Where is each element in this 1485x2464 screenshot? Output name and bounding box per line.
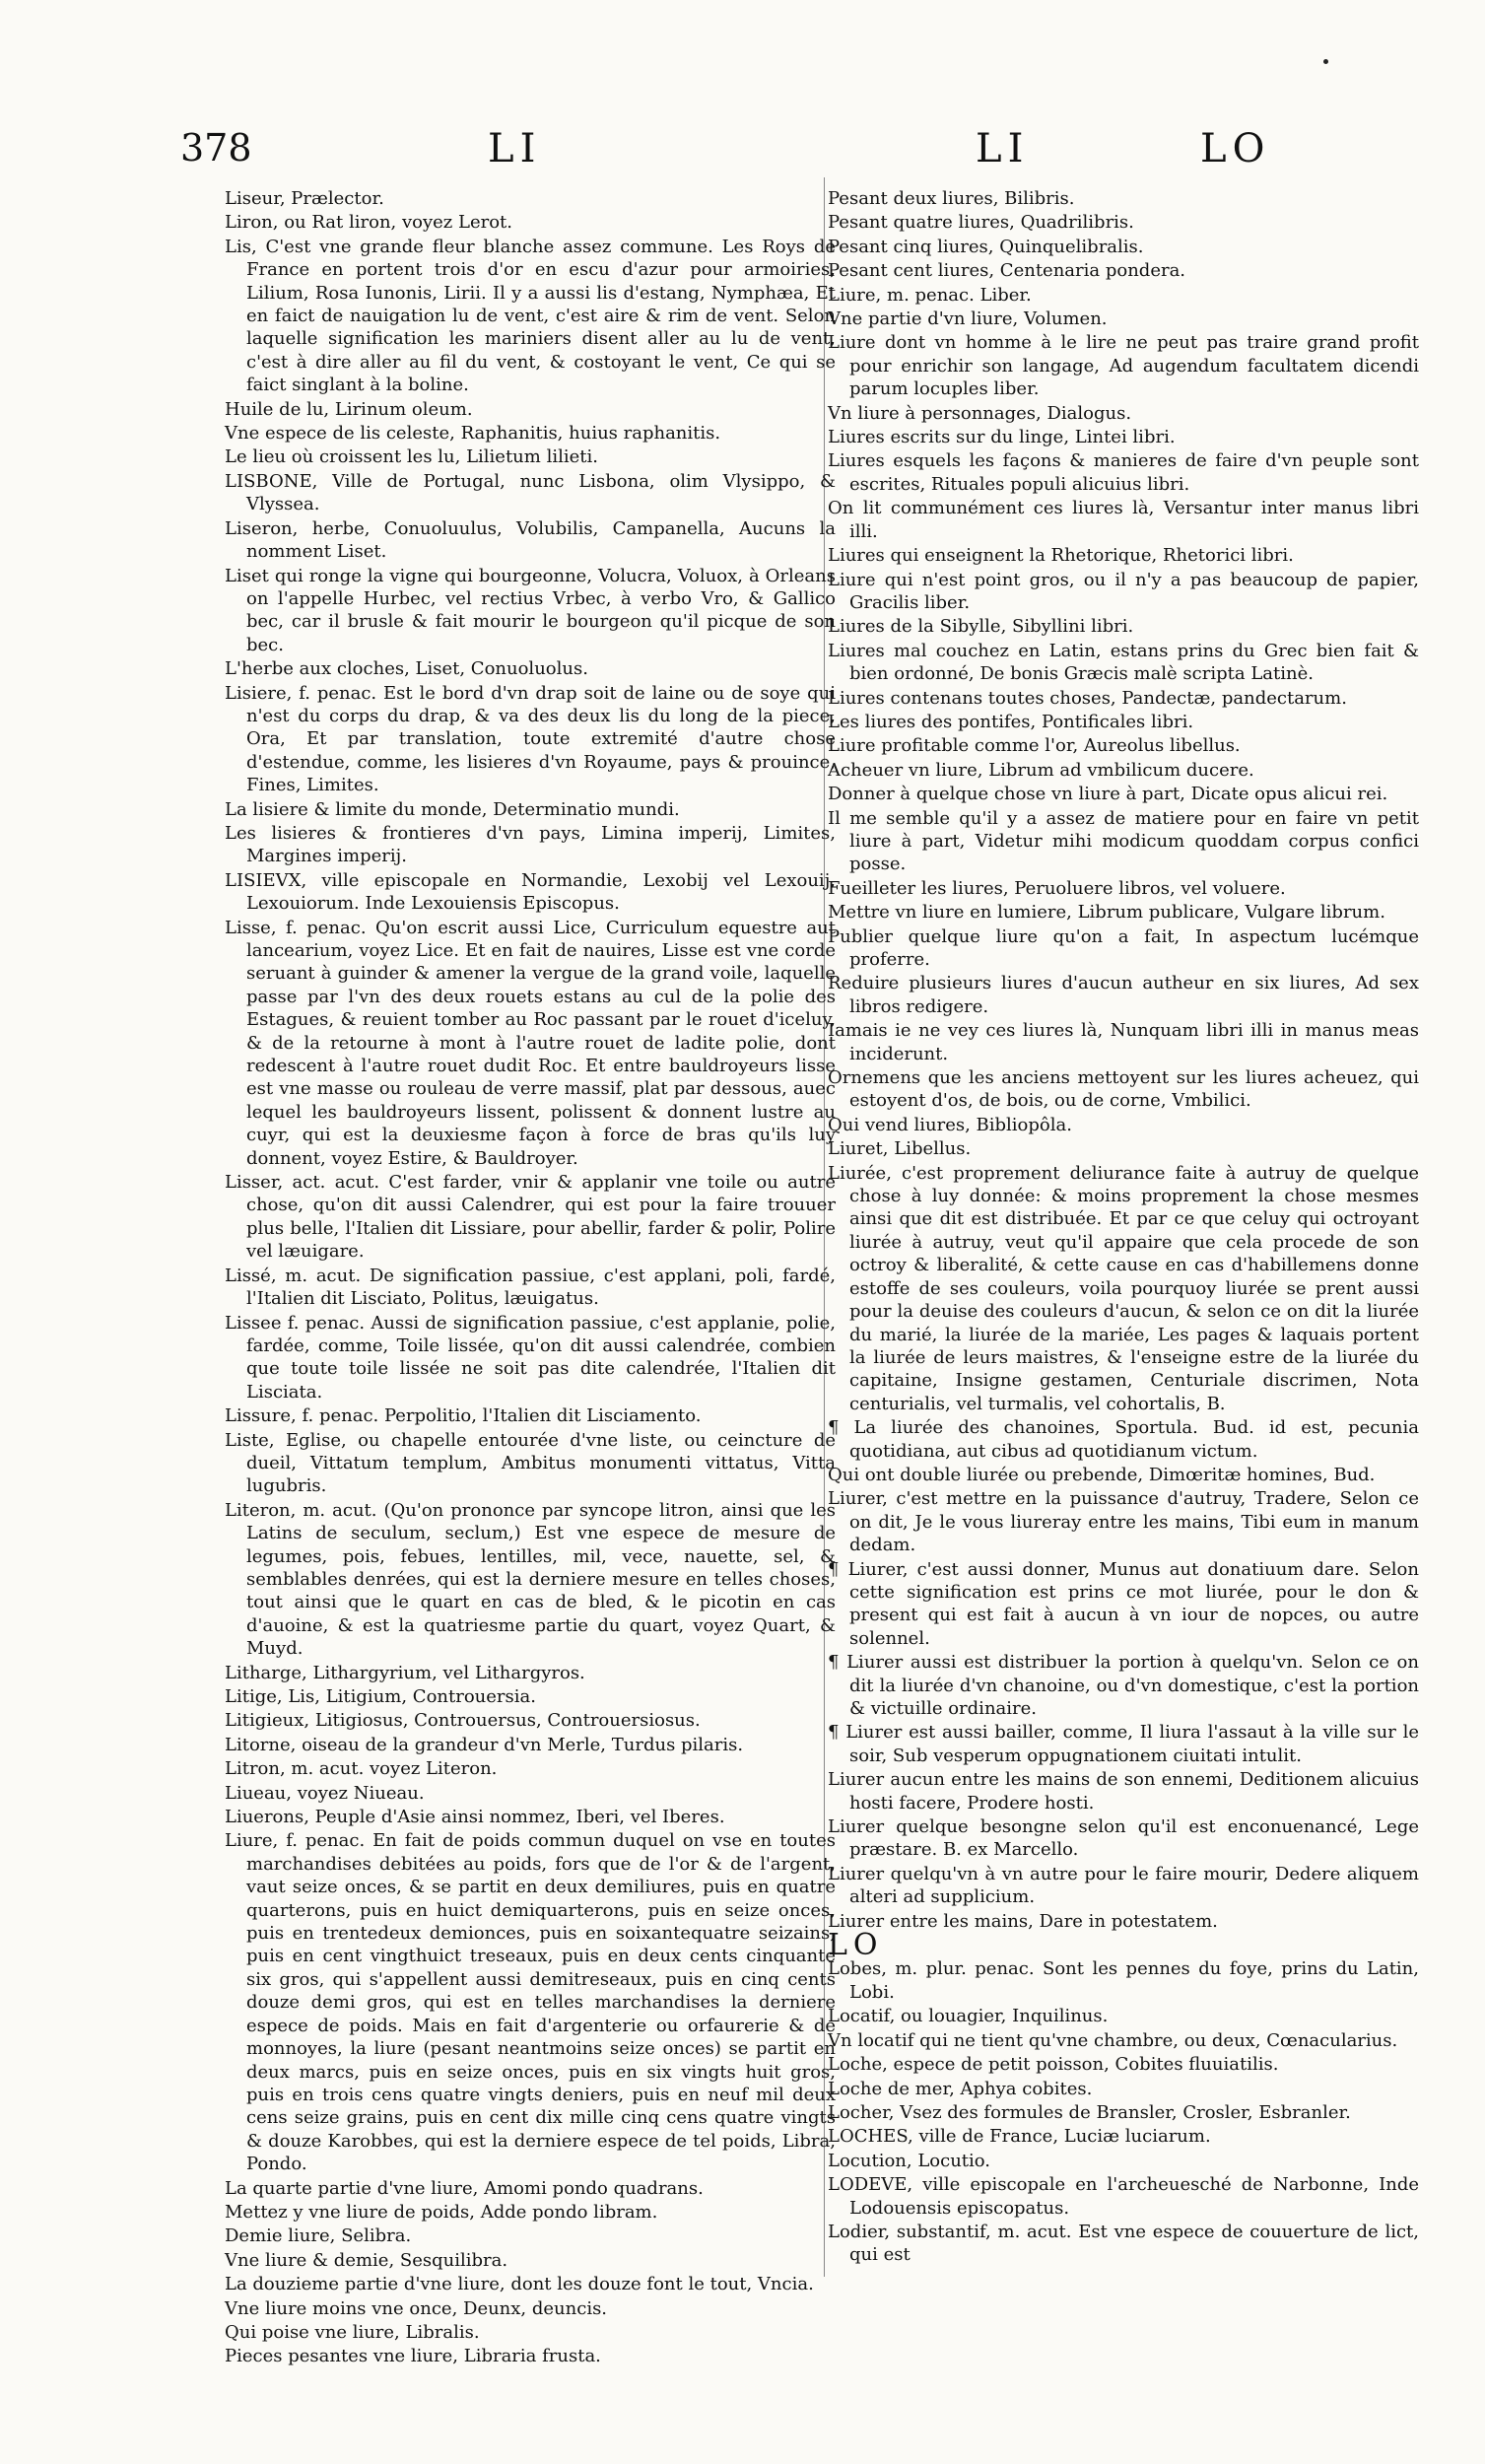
dictionary-entry: Lissé, m. acut. De signification passiue, c'est applani, poli, fardé, l'Italien dit Lisciato, Politus, læuigatus. — [225, 1265, 836, 1310]
dictionary-entry: Ornemens que les anciens mettoyent sur les liures acheuez, qui estoyent d'os, de bois, ou de corne, Vmbilici. — [828, 1067, 1419, 1112]
dictionary-entry: ¶ Liurer aussi est distribuer la portion à quelqu'vn. Selon ce on dit la liurée d'vn chanoine, ou d'vn domestique, c'est la portion & victuille ordinaire. — [828, 1652, 1419, 1719]
dictionary-entry: Lodier, substantif, m. acut. Est vne espece de couuerture de lict, qui est — [828, 2221, 1419, 2266]
dictionary-entry: Vn locatif qui ne tient qu'vne chambre, ou deux, Cœnacularius. — [828, 2029, 1398, 2051]
dictionary-entry: Qui vend liures, Bibliopôla. — [828, 1114, 1072, 1135]
dictionary-entry: Donner à quelque chose vn liure à part, Dicate opus alicui rei. — [828, 784, 1388, 805]
dictionary-entry: Les liures des pontifes, Pontificales libri. — [828, 711, 1194, 732]
dictionary-entry: Pesant quatre liures, Quadrilibris. — [828, 212, 1134, 234]
dictionary-entry: Mettez y vne liure de poids, Adde pondo libram. — [225, 2201, 658, 2223]
dictionary-entry: Fueilleter les liures, Peruoluere libros, vel voluere. — [828, 877, 1286, 899]
dictionary-entry: Qui poise vne liure, Libralis. — [225, 2321, 480, 2343]
dictionary-entry: La quarte partie d'vne liure, Amomi pondo quadrans. — [225, 2177, 704, 2199]
right-column-heading-lo: LO — [1200, 126, 1271, 171]
section-heading-lo: LO — [828, 1928, 884, 1963]
dictionary-entry: Litharge, Lithargyrium, vel Lithargyros. — [225, 1662, 585, 1683]
dictionary-entry: La douzieme partie d'vne liure, dont les douze font le tout, Vncia. — [225, 2274, 814, 2295]
left-column — [225, 187, 836, 2369]
running-header — [0, 126, 1485, 175]
dictionary-entry: Liure, f. penac. En fait de poids commun duquel on vse en toutes marchandises debitées au poids, fors que de l'or & de l'argent, vaut seize onces, & se partit en deux demiliures, puis en quatre quarterons, puis en huict demiquarterons, puis en seize onces, puis en trentedeux demionces, puis en soixantequatre seizains, puis en cent vingthuict treseaux, puis en deux cents cinquante six gros, qui s'appellent aussi demitreseaux, puis en cinq cents douze demi gros, qui est en telles marchandises la derniere espece de poids. Mais en fait d'argenterie ou orfaurerie & de monnoyes, la liure (pesant neantmoins seize onces) se partit en deux marcs, puis en seize onces, puis en six vingts huit gros, puis en trois cens quatre vingts deniers, puis en neuf mil deux cens seize grains, puis en cent dix mille cinq cens quatre vingts & douze Karobbes, qui est la derniere espece de tel poids, Libra, Pondo. — [225, 1830, 836, 2175]
dictionary-entry: Liueau, voyez Niueau. — [225, 1782, 425, 1804]
dictionary-entry: Loche, espece de petit poisson, Cobites fluuiatilis. — [828, 2054, 1279, 2076]
dictionary-entry: Qui ont double liurée ou prebende, Dimœritæ homines, Bud. — [828, 1464, 1376, 1485]
dictionary-entry: Liurer aucun entre les mains de son ennemi, Deditionem alicuius hosti facere, Prodere hosti. — [828, 1769, 1419, 1814]
dictionary-entry: Lisse, f. penac. Qu'on escrit aussi Lice, Curriculum equestre aut lancearium, voyez Lice. Et en fait de nauires, Lisse est vne corde seruant à guinder & amener la vergue de la grand voile, laquelle passe par l'vn des deux rouets estans au cul de la polie des Estagues, & reuient tomber au Roc passant par le rouet d'iceluy, & de la retourne à mont à l'autre rouet de ladite polie, dont redescent à l'autre rouet dudit Roc. Et entre bauldroyeurs lisse est vne masse ou rouleau de verre massif, plat par dessous, auec lequel les bauldroyeurs lissent, polissent & donnent lustre au cuyr, qui est la deuxiesme façon à force de bras qu'ils luy donnent, voyez Estire, & Bauldroyer. — [225, 917, 836, 1169]
dictionary-entry: Liure dont vn homme à le lire ne peut pas traire grand profit pour enrichir son langage, Ad augendum facultatem dicendi parum locuples liber. — [828, 332, 1419, 400]
dictionary-entry: Litron, m. acut. voyez Literon. — [225, 1758, 498, 1780]
dictionary-entry: ¶ Liurer, c'est aussi donner, Munus aut donatiuum dare. Selon cette signification est prins ce mot liurée, pour le don & present qui est fait à aucun à vn iour de nopces, ou autre solennel. — [828, 1558, 1419, 1649]
dictionary-entry: Liron, ou Rat liron, voyez Lerot. — [225, 212, 513, 234]
dictionary-entry: Pesant cent liures, Centenaria pondera. — [828, 260, 1186, 282]
dictionary-entry: Acheuer vn liure, Librum ad vmbilicum ducere. — [828, 759, 1254, 781]
dictionary-entry: Liset qui ronge la vigne qui bourgeonne, Volucra, Voluox, à Orleans on l'appelle Hurbec, vel rectius Vrbec, à verbo Vro, & Gallico bec, car il brusle & fait mourir le bourgeon qu'il picque de son bec. — [225, 565, 836, 655]
dictionary-entry: Vne partie d'vn liure, Volumen. — [828, 308, 1108, 330]
dictionary-entry: Litorne, oiseau de la grandeur d'vn Merle, Turdus pilaris. — [225, 1734, 744, 1755]
dictionary-entry: Litigieux, Litigiosus, Controuersus, Controuersiosus. — [225, 1710, 701, 1732]
dictionary-entry: Publier quelque liure qu'on a fait, In aspectum lucémque proferre. — [828, 925, 1419, 970]
dictionary-entry: LOCHES, ville de France, Luciæ luciarum. — [828, 2126, 1211, 2148]
dictionary-entry: Liures contenans toutes choses, Pandectæ, pandectarum. — [828, 687, 1347, 709]
dictionary-entry: LISIEVX, ville episcopale en Normandie, Lexobij vel Lexouij, Lexouiorum. Inde Lexouiensis Episcopus. — [225, 869, 836, 915]
dictionary-entry: Vne liure moins vne once, Deunx, deuncis. — [225, 2297, 608, 2319]
dictionary-entry: Liures esquels les façons & manieres de faire d'vn peuple sont escrites, Rituales populi alicuius libri. — [828, 450, 1419, 495]
dictionary-entry: La lisiere & limite du monde, Determinatio mundi. — [225, 798, 680, 820]
dictionary-entry: Pesant deux liures, Bilibris. — [828, 188, 1075, 209]
dictionary-entry: Lissee f. penac. Aussi de signification passiue, c'est applanie, polie, fardée, comme, Toile lissée, qu'on dit aussi calendrée, combien que toute toile lissée ne soit pas dite calendrée, l'Italien dit Lisciata. — [225, 1312, 836, 1403]
dictionary-entry: Il me semble qu'il y a assez de matiere pour en faire vn petit liure à part, Videtur mihi modicum quoddam corpus confici posse. — [828, 807, 1419, 875]
dictionary-entry: Liurer, c'est mettre en la puissance d'autruy, Tradere, Selon ce on dit, Je le vous liureray entre les mains, Tibi eum in manum dedam. — [828, 1488, 1419, 1556]
dictionary-entry: Iamais ie ne vey ces liures là, Nunquam libri illi in manus meas inciderunt. — [828, 1020, 1419, 1064]
ink-dot — [1323, 59, 1328, 64]
right-column — [828, 187, 1419, 2268]
dictionary-entry: On lit communément ces liures là, Versantur inter manus libri illi. — [828, 498, 1419, 542]
li-entries — [828, 187, 1419, 1933]
dictionary-entry: Liures qui enseignent la Rhetorique, Rhetorici libri. — [828, 545, 1294, 567]
dictionary-entry: Liurer quelqu'vn à vn autre pour le faire mourir, Dedere aliquem alteri ad supplicium. — [828, 1863, 1419, 1908]
dictionary-entry: Literon, m. acut. (Qu'on prononce par syncope litron, ainsi que les Latins de seculum, seclum,) Est vne espece de mesure de legumes, pois, febues, lentilles, mil, vece, nauette, sel, & semblables denrées, qui est la derniere mesure en telles choses, tout ainsi que le quart en cas de bled, & le picotin en cas d'auoine, & est la quatriesme partie du quart, voyez Quart, & Muyd. — [225, 1499, 836, 1660]
dictionary-entry: Locher, Vsez des formules de Bransler, Crosler, Esbranler. — [828, 2101, 1351, 2123]
dictionary-entry: Pesant cinq liures, Quinquelibralis. — [828, 236, 1144, 257]
dictionary-entry: Vne liure & demie, Sesquilibra. — [225, 2249, 508, 2271]
dictionary-entry: Liure, m. penac. Liber. — [828, 284, 1032, 306]
lo-entries — [828, 1957, 1419, 2266]
dictionary-entry: Liurée, c'est proprement deliurance faite à autruy de quelque chose à luy donnée: & moins proprement la chose mesmes ainsi que dit est distribuée. Et par ce que celuy qui octroyant liurée à autruy, veut qu'il appaire que cela procede de son octroy & liberalité, & cette cause en cas d'habillemens donne estoffe de ses couleurs, voila pourquoy liurée se prent aussi pour la deuise des couleurs d'aucun, & selon ce on dit la liurée du marié, la liurée de la mariée, Les pages & laquais portent la liurée de leurs maistres, & l'enseigne estre de la liurée du capitaine, Insigne gestamen, Centuriale discrimen, Nota centurialis, vel turmalis, vel cohortalis, B. — [828, 1162, 1419, 1414]
dictionary-entry: Mettre vn liure en lumiere, Librum publicare, Vulgare librum. — [828, 902, 1385, 924]
dictionary-entry: Liures de la Sibylle, Sibyllini libri. — [828, 616, 1134, 638]
dictionary-entry: Locution, Locutio. — [828, 2150, 991, 2171]
dictionary-entry: Lobes, m. plur. penac. Sont les pennes du foye, prins du Latin, Lobi. — [828, 1958, 1419, 2003]
dictionary-entry: LISBONE, Ville de Portugal, nunc Lisbona, olim Vlysippo, & Vlyssea. — [225, 470, 836, 515]
dictionary-entry: Liste, Eglise, ou chapelle entourée d'vne liste, ou ceincture de dueil, Vittatum templum, Ambitus monumenti vittatus, Vitta lugubris. — [225, 1429, 836, 1497]
dictionary-entry: Reduire plusieurs liures d'aucun autheur en six liures, Ad sex libros redigere. — [828, 973, 1419, 1017]
dictionary-entry: Liuerons, Peuple d'Asie ainsi nommez, Iberi, vel Iberes. — [225, 1807, 725, 1828]
dictionary-entry: L'herbe aux cloches, Liset, Conuoluolus. — [225, 658, 588, 680]
dictionary-entry: Locatif, ou louagier, Inquilinus. — [828, 2006, 1109, 2027]
dictionary-entry: Loche de mer, Aphya cobites. — [828, 2078, 1093, 2099]
dictionary-entry: ¶ Liurer est aussi bailler, comme, Il liura l'assaut à la ville sur le soir, Sub vesperum oppugnationem ciuitati intulit. — [828, 1722, 1419, 1766]
dictionary-entry: Vn liure à personnages, Dialogus. — [828, 402, 1132, 424]
dictionary-entry: Litige, Lis, Litigium, Controuersia. — [225, 1686, 536, 1707]
dictionary-entry: Liuret, Libellus. — [828, 1138, 972, 1160]
dictionary-entry: Lissure, f. penac. Perpolitio, l'Italien dit Lisciamento. — [225, 1405, 702, 1427]
page-number: 378 — [180, 126, 252, 170]
dictionary-entry: Liurer entre les mains, Dare in potestatem. — [828, 1910, 1218, 1932]
dictionary-entry: Liures escrits sur du linge, Lintei libri. — [828, 427, 1176, 448]
dictionary-entry: LODEVE, ville episcopale en l'archeuesché de Narbonne, Inde Lodouensis episcopatus. — [828, 2174, 1419, 2219]
right-column-heading-li: LI — [976, 126, 1030, 171]
dictionary-entry: Vne espece de lis celeste, Raphanitis, huius raphanitis. — [225, 423, 721, 445]
left-column-heading: LI — [488, 126, 542, 171]
dictionary-entry: ¶ La liurée des chanoines, Sportula. Bud. id est, pecunia quotidiana, aut cibus ad quotidianum victum. — [828, 1417, 1419, 1462]
dictionary-entry: Liure qui n'est point gros, ou il n'y a pas beaucoup de papier, Gracilis liber. — [828, 569, 1419, 613]
dictionary-entry: Lisiere, f. penac. Est le bord d'vn drap soit de laine ou de soye qui n'est du corps du drap, & va des deux lis du long de la piece, Ora, Et par translation, toute extremité d'autre chose d'estendue, comme, les lisieres d'vn Royaume, pays & prouince, Fines, Limites. — [225, 682, 836, 796]
dictionary-entry: Lisser, act. acut. C'est farder, vnir & applanir vne toile ou autre chose, qu'on dit aussi Calendrer, qui est pour la faire trouuer plus belle, l'Italien dit Lissiare, pour abellir, farder & polir, Polire vel læuigare. — [225, 1172, 836, 1263]
dictionary-entry: Liseur, Prælector. — [225, 188, 384, 209]
dictionary-entry: Pieces pesantes vne liure, Libraria frusta. — [225, 2346, 601, 2367]
dictionary-entry: Liures mal couchez en Latin, estans prins du Grec bien fait & bien ordonné, De bonis Græcis malè scripta Latinè. — [828, 640, 1419, 685]
dictionary-entry: Liurer quelque besongne selon qu'il est enconuenancé, Lege præstare. B. ex Marcello. — [828, 1816, 1419, 1861]
dictionary-entry: Liseron, herbe, Conuoluulus, Volubilis, Campanella, Aucuns la nomment Liset. — [225, 517, 836, 563]
dictionary-entry: Huile de lu, Lirinum oleum. — [225, 398, 473, 420]
dictionary-entry: Demie liure, Selibra. — [225, 2225, 412, 2247]
dictionary-entry: Les lisieres & frontieres d'vn pays, Limina imperij, Limites, Margines imperij. — [225, 822, 836, 867]
dictionary-entry: Liure profitable comme l'or, Aureolus libellus. — [828, 735, 1241, 757]
dictionary-entry: Le lieu où croissent les lu, Lilietum lilieti. — [225, 446, 598, 468]
dictionary-entry: Lis, C'est vne grande fleur blanche assez commune. Les Roys de France en portent trois d'or en escu d'azur pour armoiries, Lilium, Rosa Iunonis, Lirii. Il y a aussi lis d'estang, Nymphæa, Et en faict de nauigation lu de vent, c'est aire & rim de vent. Selon laquelle signification les mariniers disent aller au lu de vent, c'est à dire aller au fil du vent, & costoyant le vent, Ce qui se faict singlant à la boline. — [225, 236, 836, 396]
